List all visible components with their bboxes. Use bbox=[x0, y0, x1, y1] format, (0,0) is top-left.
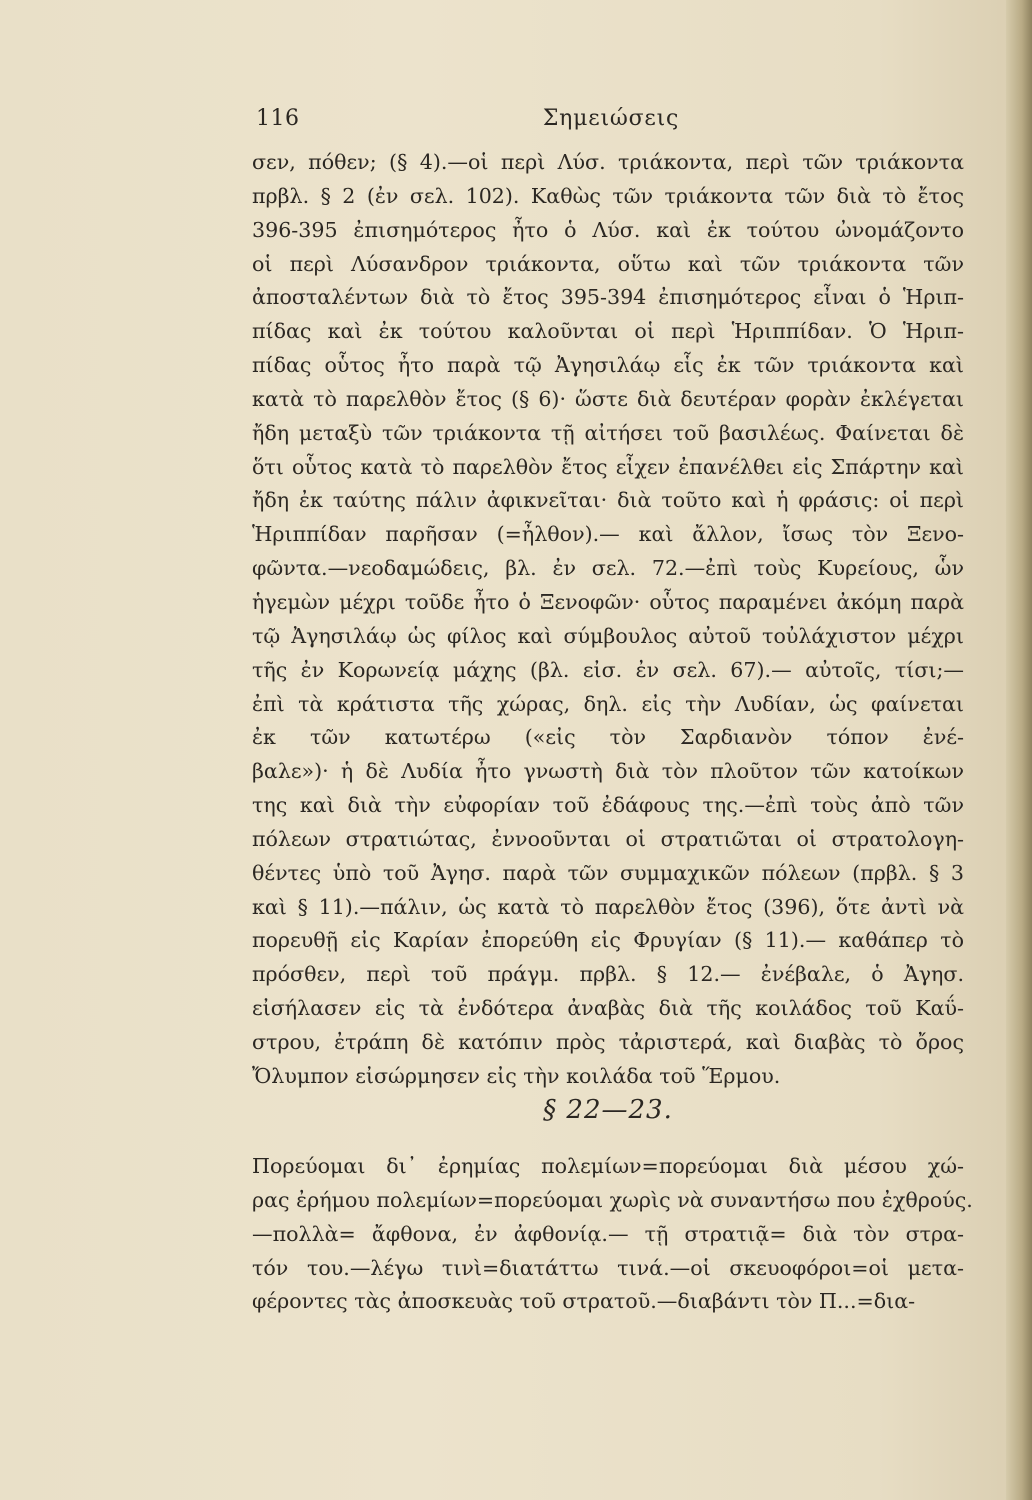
text-line: οἱ περὶ Λύσανδρον τριάκοντα, οὕτω καὶ τῶν τριάκοντα τῶν bbox=[252, 251, 964, 276]
page-edge bbox=[1006, 0, 1032, 1500]
text-line: πορευθῇ εἰς Καρίαν ἐπορεύθη εἰς Φρυγίαν (§ 11).— καθάπερ τὸ bbox=[252, 928, 964, 953]
page-number: 116 bbox=[256, 106, 300, 131]
text-line: πίδας καὶ ἐκ τούτου καλοῦνται οἱ περὶ Ἡριππίδαν. Ὁ Ἡριπ- bbox=[252, 319, 964, 344]
text-line: φέροντες τὰς ἀποσκευὰς τοῦ στρατοῦ.—διαβάντι τὸν Π...=δια- bbox=[252, 1289, 916, 1314]
text-line: στρου, ἐτράπη δὲ κατόπιν πρὸς τἀριστερά, καὶ διαβὰς τὸ ὄρος bbox=[252, 1029, 964, 1054]
section-body bbox=[252, 1150, 973, 1319]
text-line: τόν του.—λέγω τινὶ=διατάττω τινά.—οἱ σκευοφόροι=οἱ μετα- bbox=[252, 1255, 964, 1280]
text-line: θέντες ὑπὸ τοῦ Ἀγησ. παρὰ τῶν συμμαχικῶν πόλεων (πρβλ. § 3 bbox=[252, 860, 964, 885]
text-line: πίδας οὗτος ἦτο παρὰ τῷ Ἀγησιλάῳ εἷς ἐκ τῶν τριάκοντα καὶ bbox=[252, 353, 964, 378]
text-line: ἐπὶ τὰ κράτιστα τῆς χώρας, δηλ. εἰς τὴν Λυδίαν, ὡς φαίνεται bbox=[252, 691, 964, 716]
notes-body bbox=[252, 146, 964, 1094]
text-line: πόλεων στρατιώτας, ἐννοοῦνται οἱ στρατιῶται οἱ στρατολογη- bbox=[252, 826, 964, 851]
text-line: Ἡριππίδαν παρῆσαν (=ἦλθον).— καὶ ἄλλον, ἴσως τὸν Ξενο- bbox=[252, 522, 964, 547]
section-heading: § 22—23. bbox=[543, 1095, 673, 1125]
text-line: ὅτι οὗτος κατὰ τὸ παρελθὸν ἔτος εἶχεν ἐπανέλθει εἰς Σπάρτην καὶ bbox=[252, 454, 964, 479]
text-line: κατὰ τὸ παρελθὸν ἔτος (§ 6)· ὥστε διὰ δευτέραν φορὰν ἐκλέγεται bbox=[252, 386, 964, 411]
text-line: τῷ Ἀγησιλάῳ ὡς φίλος καὶ σύμβουλος αὐτοῦ τοὐλάχιστον μέχρι bbox=[252, 623, 964, 648]
text-line: —πολλὰ= ἄφθονα, ἐν ἀφθονίᾳ.— τῇ στρατιᾷ= διὰ τὸν στρα- bbox=[252, 1221, 964, 1246]
running-head: Σημειώσεις bbox=[542, 106, 680, 131]
text-line: εἰσήλασεν εἰς τὰ ἐνδότερα ἀναβὰς διὰ τῆς κοιλάδος τοῦ Καΰ- bbox=[252, 996, 964, 1021]
text-line: καὶ § 11).—πάλιν, ὡς κατὰ τὸ παρελθὸν ἔτος (396), ὅτε ἀντὶ νὰ bbox=[252, 894, 964, 919]
text-line: τῆς ἐν Κορωνείᾳ μάχης (βλ. εἰσ. ἐν σελ. 67).— αὐτοῖς, τίσι;— bbox=[252, 657, 964, 682]
text-line: Ὄλυμπον εἰσώρμησεν εἰς τὴν κοιλάδα τοῦ Ἕρμου. bbox=[252, 1063, 781, 1088]
text-line: ρας ἐρήμου πολεμίων=πορεύομαι χωρὶς νὰ συναντήσω που ἐχθρούς. bbox=[252, 1187, 973, 1212]
text-line: ἤδη ἐκ ταύτης πάλιν ἀφικνεῖται· διὰ τοῦτο καὶ ἡ φράσις: οἱ περὶ bbox=[252, 488, 964, 513]
text-line: πρβλ. § 2 (ἐν σελ. 102). Καθὼς τῶν τριάκοντα τῶν διὰ τὸ ἔτος bbox=[252, 183, 964, 208]
text-line: 396-395 ἐπισημότερος ἦτο ὁ Λύσ. καὶ ἐκ τούτου ὠνομάζοντο bbox=[252, 217, 964, 242]
text-line: ἀποσταλέντων διὰ τὸ ἔτος 395-394 ἐπισημότερος εἶναι ὁ Ἡριπ- bbox=[252, 285, 964, 310]
text-line: ἤδη μεταξὺ τῶν τριάκοντα τῇ αἰτήσει τοῦ βασιλέως. Φαίνεται δὲ bbox=[252, 420, 964, 445]
text-line: φῶντα.—νεοδαμώδεις, βλ. ἐν σελ. 72.—ἐπὶ τοὺς Κυρείους, ὧν bbox=[252, 556, 964, 581]
text-line: Πορεύομαι δι᾽ ἐρημίας πολεμίων=πορεύομαι διὰ μέσου χώ- bbox=[252, 1154, 964, 1178]
page-header bbox=[256, 106, 966, 140]
text-line: ἡγεμὼν μέχρι τοῦδε ἦτο ὁ Ξενοφῶν· οὗτος παραμένει ἀκόμη παρὰ bbox=[252, 589, 964, 614]
text-line: σεν, πόθεν; (§ 4).—οἱ περὶ Λύσ. τριάκοντα, περὶ τῶν τριάκοντα bbox=[252, 150, 964, 174]
text-line: ἐκ τῶν κατωτέρω («εἰς τὸν Σαρδιανὸν τόπον ἐνέ- bbox=[252, 725, 964, 750]
text-line: της καὶ διὰ τὴν εὐφορίαν τοῦ ἐδάφους της.—ἐπὶ τοὺς ἀπὸ τῶν bbox=[252, 793, 964, 818]
text-line: πρόσθεν, περὶ τοῦ πράγμ. πρβλ. § 12.— ἐνέβαλε, ὁ Ἀγησ. bbox=[252, 962, 964, 987]
text-line: βαλε»)· ἡ δὲ Λυδία ἦτο γνωστὴ διὰ τὸν πλοῦτον τῶν κατοίκων bbox=[252, 759, 964, 784]
